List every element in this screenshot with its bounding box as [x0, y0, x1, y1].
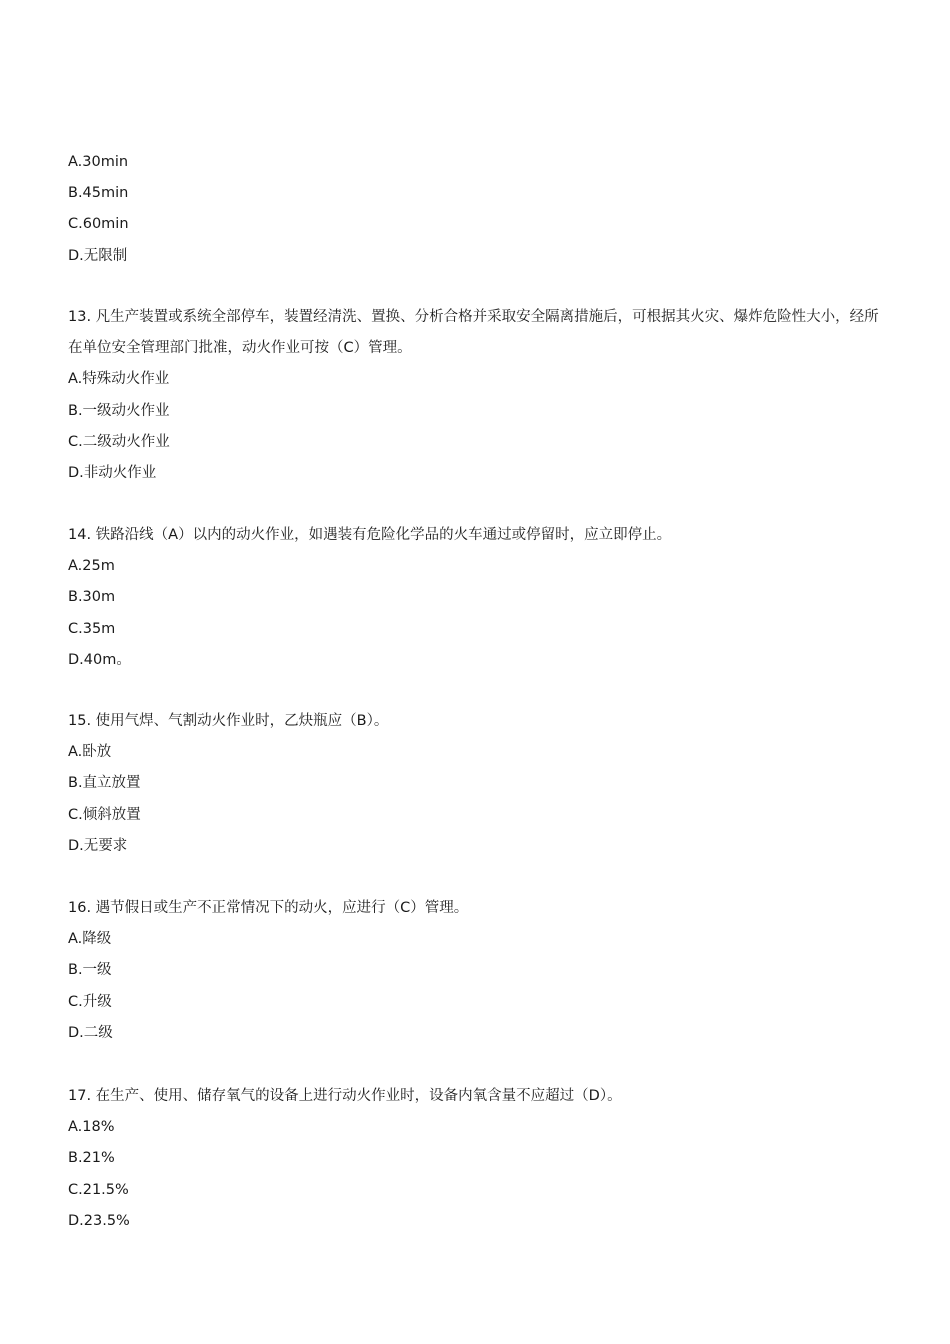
question-text: 14. 铁路沿线（A）以内的动火作业，如遇装有危险化学品的火车通过或停留时，应立即停止。 [68, 527, 672, 543]
question-text: 16. 遇节假日或生产不正常情况下的动火，应进行（C）管理。 [68, 900, 469, 916]
option-b: B.30m [68, 589, 116, 606]
option-d: D.二级 [68, 1024, 113, 1041]
question-14 [68, 520, 884, 676]
option-c: C.升级 [68, 993, 112, 1010]
question-12 [68, 147, 884, 272]
option-c: C.21.5% [68, 1181, 129, 1198]
question-17 [68, 1081, 884, 1237]
option-b: B.一级动火作业 [68, 402, 170, 419]
option-c: C.60min [68, 216, 129, 233]
question-text: 15. 使用气焊、气割动火作业时，乙炔瓶应（B）。 [68, 713, 389, 729]
option-d: D.无限制 [68, 247, 128, 264]
option-a: A.降级 [68, 931, 112, 948]
option-b: B.直立放置 [68, 775, 141, 792]
option-d: D.无要求 [68, 837, 128, 854]
question-15 [68, 706, 884, 862]
option-c: C.35m [68, 620, 116, 637]
option-d: D.40m。 [68, 651, 131, 668]
question-text: 13. 凡生产装置或系统全部停车，装置经清洗、置换、分析合格并采取安全隔离措施后，可根据其火灾、爆炸危险性大小，经所在单位安全管理部门批准，动火作业可按（C）管理。 [68, 309, 879, 357]
option-c: C.倾斜放置 [68, 806, 141, 823]
option-a: A.卧放 [68, 744, 112, 761]
option-c: C.二级动火作业 [68, 433, 170, 450]
option-b: B.45min [68, 185, 129, 202]
option-a: A.18% [68, 1119, 115, 1136]
option-d: D.23.5% [68, 1212, 130, 1229]
option-a: A.特殊动火作业 [68, 371, 170, 388]
question-16 [68, 893, 884, 1049]
question-13 [68, 302, 884, 489]
option-b: B.21% [68, 1150, 115, 1167]
option-a: A.30min [68, 154, 129, 170]
option-a: A.25m [68, 558, 115, 575]
option-d: D.非动火作业 [68, 464, 157, 481]
option-b: B.一级 [68, 962, 112, 979]
question-text: 17. 在生产、使用、储存氧气的设备上进行动火作业时，设备内氧含量不应超过（D）。 [68, 1088, 622, 1104]
